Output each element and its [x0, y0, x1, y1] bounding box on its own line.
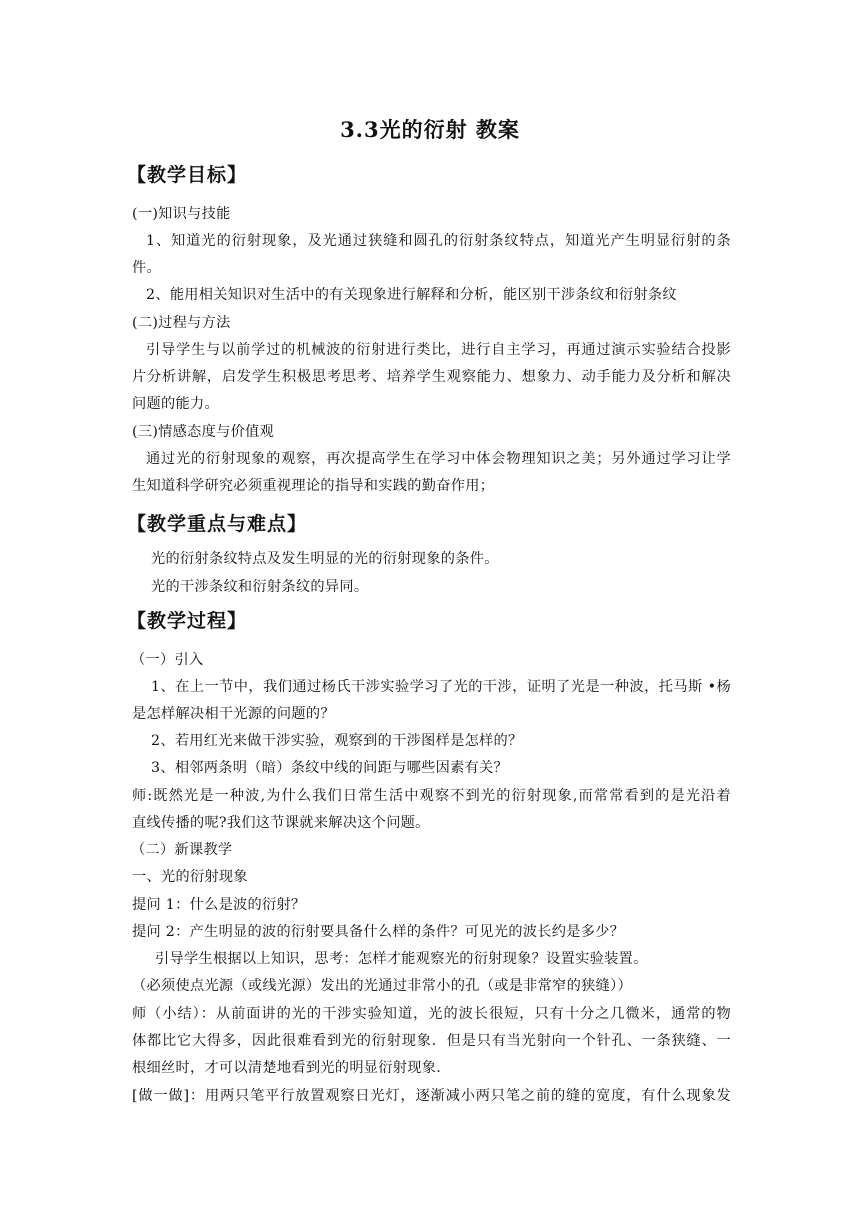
- paragraph-line: 2、若用红光来做干涉实验，观察到的干涉图样是怎样的？: [151, 733, 523, 749]
- heading-objectives: 【教学目标】: [127, 164, 248, 186]
- paragraph-line: 光的衍射条纹特点及发生明显的光的衍射现象的条件。: [151, 551, 499, 567]
- paragraph-line: 1、知道光的衍射现象，及光通过狭缝和圆孔的衍射条纹特点，知道光产生明显衍射的条: [146, 233, 731, 249]
- paragraph-line: 提问 2：产生明显的波的衍射要具备什么样的条件？可见光的波长约是多少？: [132, 924, 625, 940]
- paragraph-line: 件。: [132, 260, 161, 276]
- paragraph-line: 1、在上一节中，我们通过杨氏干涉实验学习了光的干涉，证明了光是一种波，托马斯 •杨: [151, 679, 731, 695]
- paragraph-line: 引导学生与以前学过的机械波的衍射进行类比，进行自主学习，再通过演示实验结合投影: [146, 342, 731, 358]
- subheading-new-lesson: （二）新课教学: [131, 842, 233, 858]
- paragraph-line: 师:既然光是一种波,为什么我们日常生活中观察不到光的衍射现象,而常常看到的是光沿着: [132, 788, 731, 804]
- paragraph-line: [做一做]：用两只笔平行放置观察日光灯，逐渐减小两只笔之前的缝的宽度，有什么现象发: [132, 1088, 731, 1104]
- heading-process: 【教学过程】: [127, 610, 248, 632]
- paragraph-line: （必须使点光源（或线光源）发出的光通过非常小的孔（或是非常窄的狭缝））: [132, 978, 632, 994]
- paragraph-line: 问题的能力。: [132, 396, 219, 412]
- paragraph-line: 片分析讲解，启发学生积极思考思考、培养学生观察能力、想象力、动手能力及分析和解决: [132, 369, 731, 385]
- paragraph-line: 体都比它大得多，因此很难看到光的衍射现象．但是只有当光射向一个针孔、一条狭缝、一: [132, 1033, 731, 1049]
- paragraph-line: 引导学生根据以上知识，思考：怎样才能观察光的衍射现象？设置实验装置。: [155, 951, 648, 967]
- paragraph-line: 根细丝时，才可以清楚地看到光的明显衍射现象.: [132, 1060, 442, 1076]
- heading-keypoints: 【教学重点与难点】: [127, 513, 308, 535]
- paragraph-line: 生知道科学研究必须重视理论的指导和实践的勤奋作用；: [132, 478, 495, 494]
- subheading-intro: （一）引入: [131, 652, 204, 668]
- paragraph-line: 通过光的衍射现象的观察，再次提高学生在学习中体会物理知识之美；另外通过学习让学: [146, 451, 731, 467]
- paragraph-line: 提问 1：什么是波的衍射？: [132, 897, 306, 913]
- subheading-knowledge: (一)知识与技能: [132, 206, 231, 222]
- paragraph-line: 2、能用相关知识对生活中的有关现象进行解释和分析，能区别干涉条纹和衍射条纹: [146, 287, 677, 303]
- paragraph-line: 是怎样解决相干光源的问题的？: [132, 706, 335, 722]
- paragraph-line: 师（小结）：从前面讲的光的干涉实验知道，光的波长很短，只有十分之几微米，通常的物: [132, 1006, 731, 1022]
- subheading-attitude: (三)情感态度与价值观: [132, 424, 275, 440]
- subheading-process-method: (二)过程与方法: [132, 315, 231, 331]
- subheading-diffraction: 一、光的衍射现象: [132, 869, 248, 885]
- paragraph-line: 3、相邻两条明（暗）条纹中线的间距与哪些因素有关？: [151, 760, 509, 776]
- page-title: 3.3光的衍射 教案: [340, 117, 520, 142]
- paragraph-line: 直线传播的呢?我们这节课就来解决这个问题。: [132, 815, 430, 831]
- paragraph-line: 光的干涉条纹和衍射条纹的异同。: [151, 579, 369, 595]
